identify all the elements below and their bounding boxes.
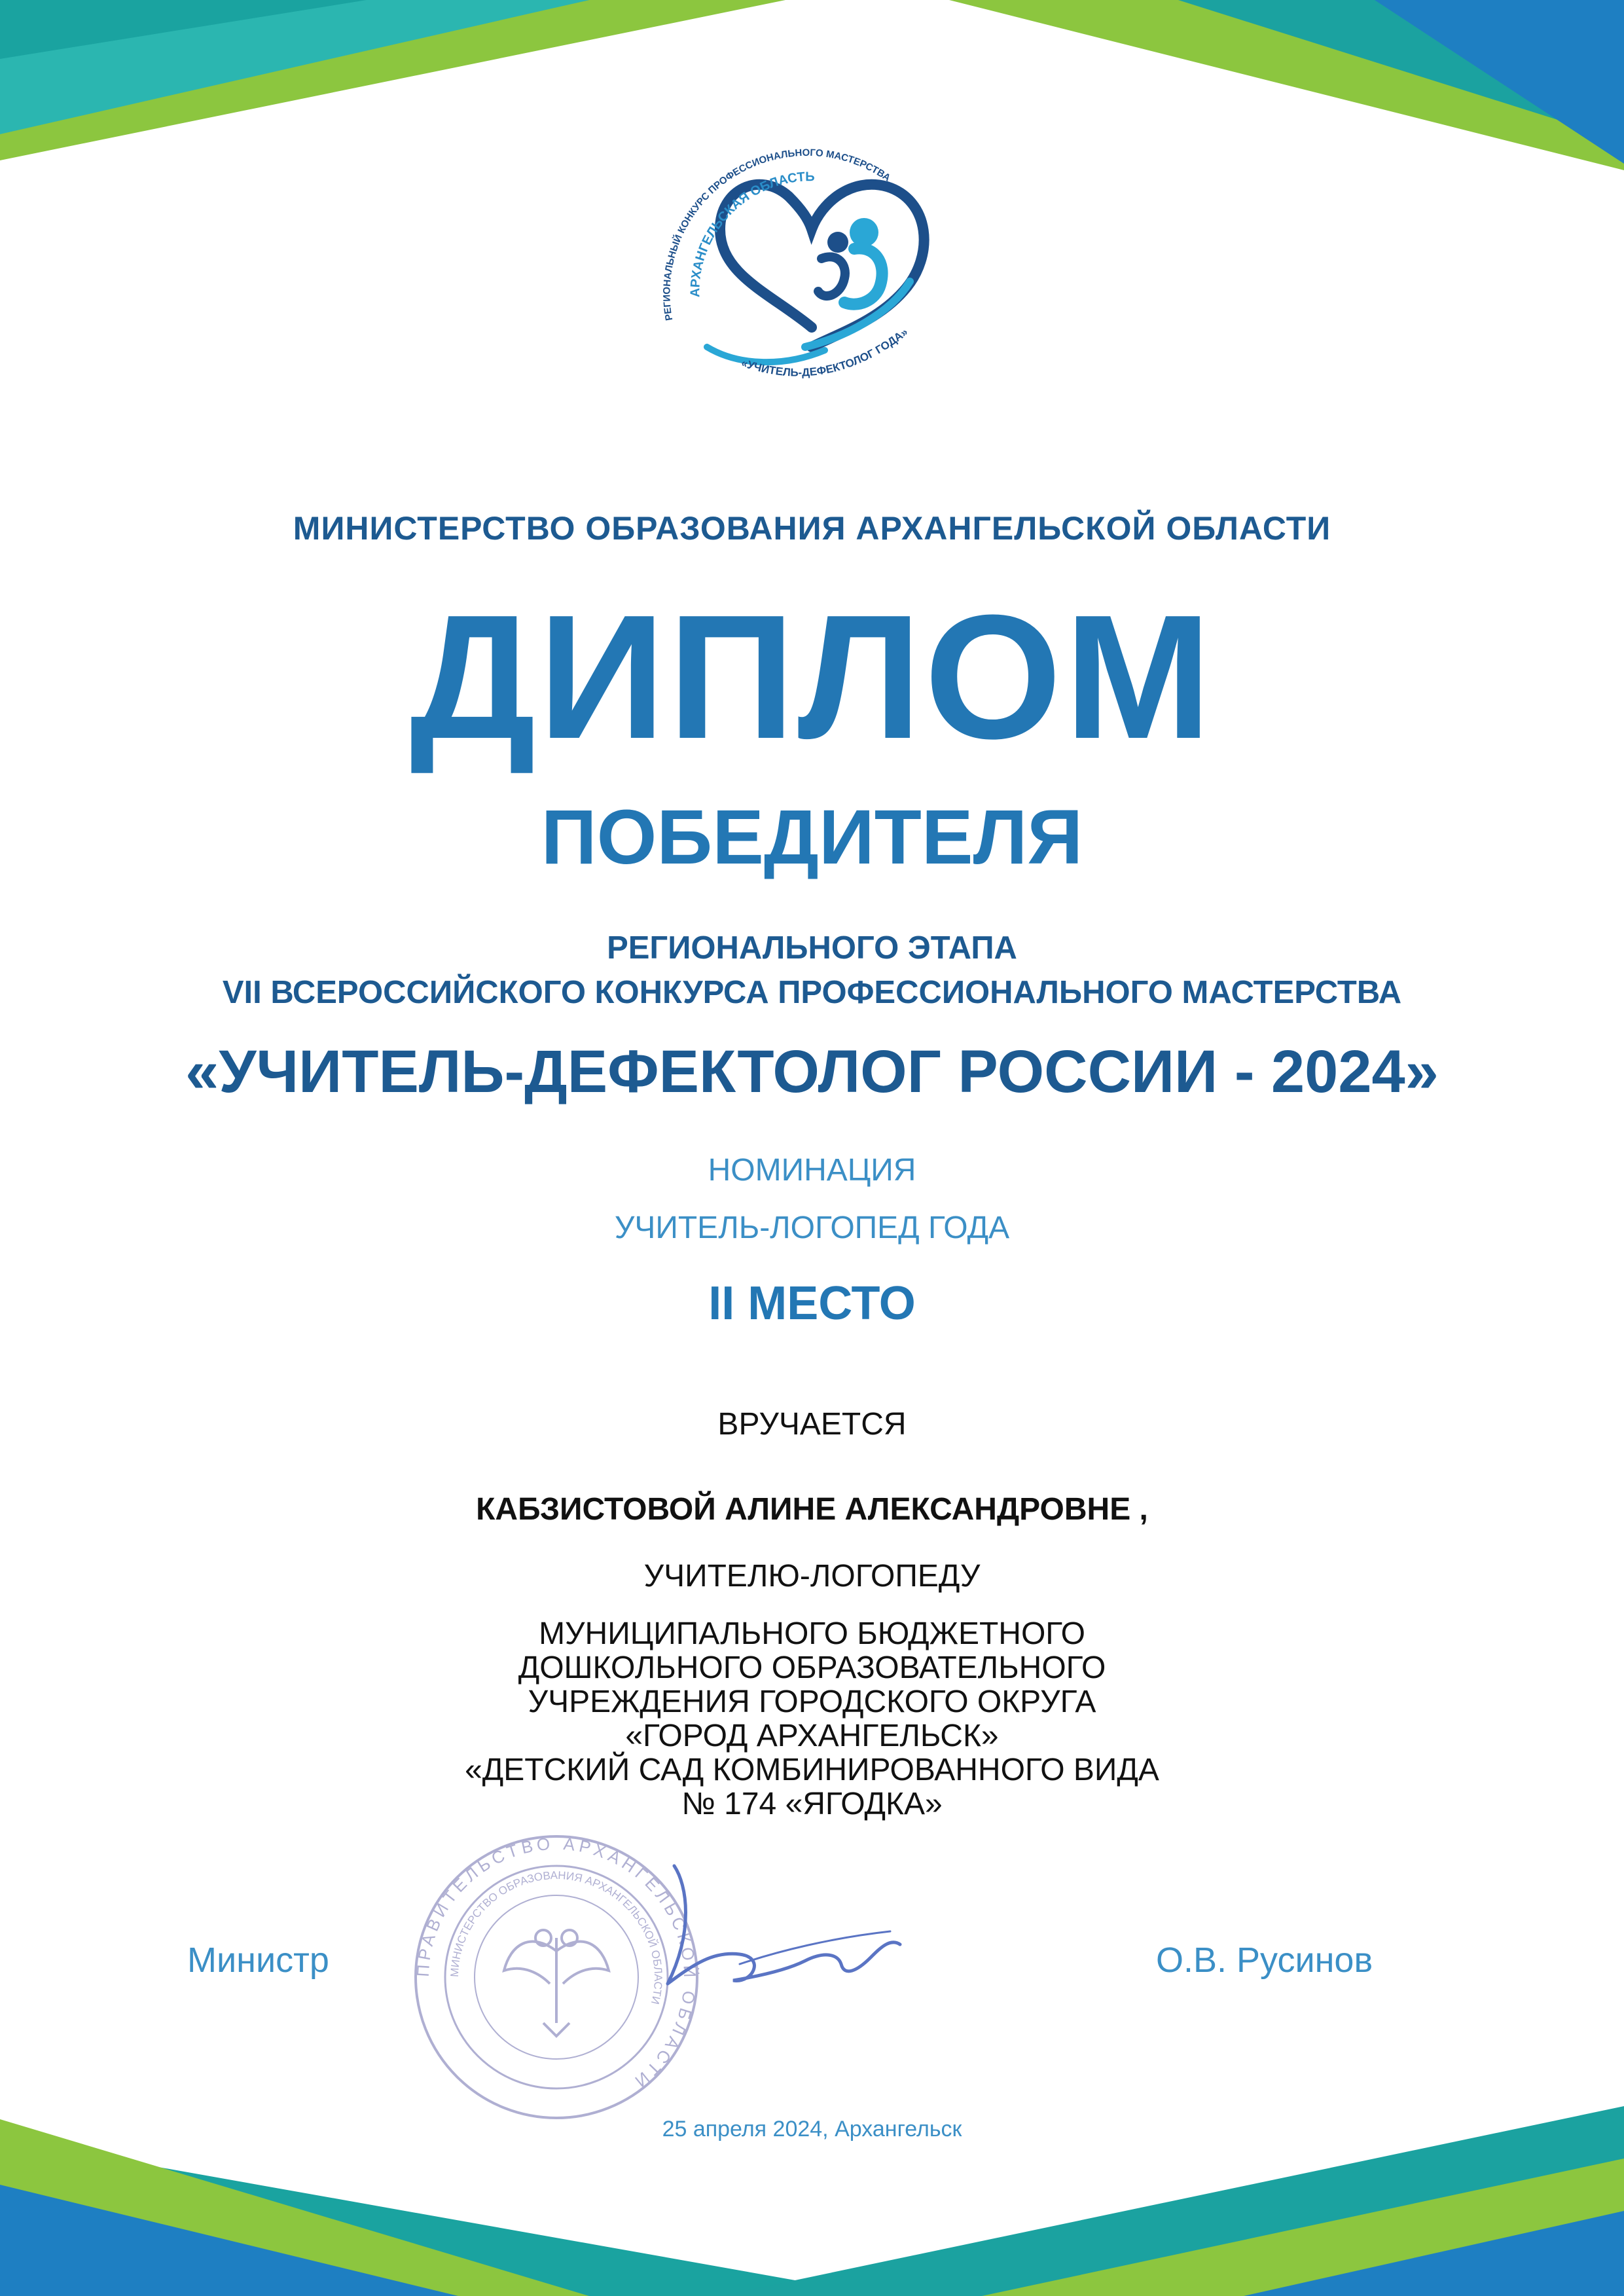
- organization-line: УЧРЕЖДЕНИЯ ГОРОДСКОГО ОКРУГА: [528, 1685, 1096, 1719]
- logo-arc-bottom: «УЧИТЕЛЬ-ДЕФЕКТОЛОГ ГОДА»: [740, 325, 911, 379]
- diploma-title: ДИПЛОМ: [410, 579, 1214, 776]
- signatory-name: О.В. Русинов: [1156, 1941, 1373, 1980]
- logo-arc-inner: АРХАНГЕЛЬСКАЯ ОБЛАСТЬ: [688, 170, 815, 298]
- contest-name: «УЧИТЕЛЬ-ДЕФЕКТОЛОГ РОССИИ - 2024»: [185, 1038, 1439, 1105]
- logo-arc-outer: РЕГИОНАЛЬНЫЙ КОНКУРС ПРОФЕССИОНАЛЬНОГО МАСТЕРСТВА: [661, 147, 893, 322]
- double-headed-eagle-icon: [504, 1930, 609, 2036]
- nomination-label: НОМИНАЦИЯ: [708, 1153, 916, 1188]
- contest-text: VII ВСЕРОССИЙСКОГО КОНКУРСА ПРОФЕССИОНАЛЬНОГО МАСТЕРСТВА: [222, 975, 1402, 1010]
- organization-line: МУНИЦИПАЛЬНОГО БЮДЖЕТНОГО: [539, 1616, 1085, 1651]
- recipient-position: УЧИТЕЛЮ-ЛОГОПЕДУ: [643, 1559, 981, 1594]
- organization-line: «ДЕТСКИЙ САД КОМБИНИРОВАННОГО ВИДА: [465, 1753, 1159, 1787]
- organization-line: ДОШКОЛЬНОГО ОБРАЗОВАТЕЛЬНОГО: [518, 1650, 1106, 1685]
- seal-outer-text: ПРАВИТЕЛЬСТВО АРХАНГЕЛЬСКОЙ ОБЛАСТИ: [412, 1833, 700, 2094]
- ministry-heading: МИНИСТЕРСТВО ОБРАЗОВАНИЯ АРХАНГЕЛЬСКОЙ ОБЛАСТИ: [293, 510, 1331, 547]
- organization-line: № 174 «ЯГОДКА»: [681, 1787, 943, 1821]
- diploma-subtitle: ПОБЕДИТЕЛЯ: [541, 794, 1083, 881]
- recipient-name: КАБЗИСТОВОЙ АЛИНЕ АЛЕКСАНДРОВНЕ ,: [476, 1492, 1148, 1527]
- signatory-role: Министр: [187, 1941, 329, 1980]
- heart-outline-icon: [720, 185, 924, 347]
- bottom-decorative-band: [0, 2080, 1624, 2296]
- place-text: II МЕСТО: [708, 1277, 916, 1330]
- stage-text: РЕГИОНАЛЬНОГО ЭТАПА: [607, 930, 1017, 966]
- organization-block: [0, 1617, 1624, 1821]
- organization-line: «ГОРОД АРХАНГЕЛЬСК»: [625, 1719, 999, 1753]
- awarded-text: ВРУЧАЕТСЯ: [717, 1407, 907, 1442]
- nomination-value: УЧИТЕЛЬ-ЛОГОПЕД ГОДА: [614, 1211, 1010, 1245]
- seal-inner-text: МИНИСТЕРСТВО ОБРАЗОВАНИЯ АРХАНГЕЛЬСКОЙ ОБЛАСТИ: [448, 1868, 665, 2006]
- handwritten-signature: [641, 1840, 916, 2023]
- contest-logo: [628, 131, 995, 432]
- date-place: 25 апреля 2024, Архангельск: [662, 2117, 962, 2141]
